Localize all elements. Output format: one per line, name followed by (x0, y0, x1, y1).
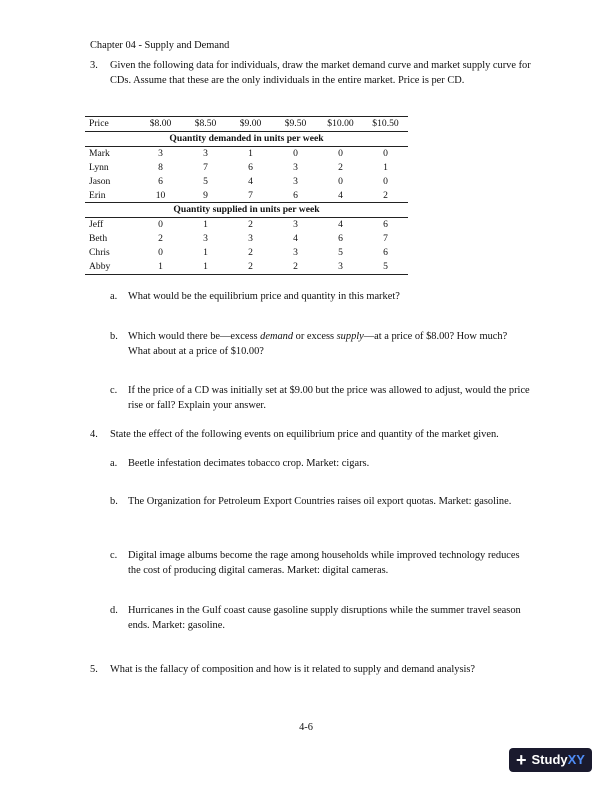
table-cell: 2 (273, 260, 318, 274)
row-name: Erin (89, 189, 106, 201)
table-cell: 6 (248, 161, 253, 173)
question-5-text: What is the fallacy of composition and how is it related to supply and demand analysis? (110, 664, 476, 675)
table-cell: 3 (293, 175, 298, 187)
table-cell: 2 (158, 233, 163, 245)
table-cell: 3 (203, 147, 208, 159)
table-cell: 5 (338, 247, 343, 259)
page-number: 4-6 (299, 722, 313, 733)
question-4c (110, 548, 530, 578)
question-3c (110, 383, 530, 413)
table-row (85, 189, 408, 203)
question-4a (110, 456, 530, 471)
question-4b (110, 494, 530, 509)
question-3b-text-part: Which would there be—excess (128, 331, 261, 342)
question-3 (90, 58, 535, 88)
table-cell: 2 (248, 219, 253, 231)
question-3c-text: If the price of a CD was initially set at $9.00 but the price was allowed to adjust, would the price rise or fall? Explain your answer. (128, 385, 530, 412)
table-cell: 3 (293, 219, 298, 231)
table-cell: 4 (338, 189, 343, 201)
table-cell: 2 (338, 161, 343, 173)
table-cell: 1 (138, 260, 183, 274)
table-cell: 0 (293, 147, 298, 159)
question-4d (110, 603, 530, 633)
table-cell: 3 (293, 247, 298, 259)
question-3a-label: a. (110, 291, 118, 302)
studyxy-badge[interactable] (509, 748, 592, 772)
table-cell: 1 (248, 147, 253, 159)
row-name: Jeff (89, 219, 104, 231)
table-cell: 0 (158, 219, 163, 231)
question-3a-text: What would be the equilibrium price and quantity in this market? (128, 291, 400, 302)
question-4-text: State the effect of the following events on equilibrium price and quantity of the market given. (110, 429, 499, 440)
question-5 (90, 662, 535, 677)
question-3c-label: c. (110, 385, 118, 396)
row-name: Lynn (89, 161, 109, 173)
demand-header: Quantity demanded in units per week (85, 131, 408, 146)
row-name: Chris (89, 247, 110, 259)
table-row (85, 232, 408, 246)
table-cell: 2 (248, 247, 253, 259)
question-4c-label: c. (110, 550, 118, 561)
table-cell: 6 (158, 175, 163, 187)
table-cell: 3 (293, 161, 298, 173)
table-cell: 0 (383, 147, 388, 159)
table-cell: 6 (338, 233, 343, 245)
question-3b (110, 329, 530, 359)
row-name: Mark (89, 147, 110, 159)
price-cell: $10.00 (318, 117, 363, 132)
table-cell: 7 (248, 189, 253, 201)
price-label: Price (85, 117, 138, 132)
question-3-number: 3. (90, 60, 98, 71)
table-cell: 3 (158, 147, 163, 159)
table-cell: 0 (338, 147, 343, 159)
row-name: Beth (89, 233, 108, 245)
supply-demand-table (85, 116, 408, 275)
price-cell: $9.00 (228, 117, 273, 132)
table-row (85, 146, 408, 160)
price-cell: $10.50 (363, 117, 408, 132)
supply-section-row (85, 203, 408, 218)
supply-word: supply (336, 331, 364, 342)
supply-header: Quantity supplied in units per week (85, 203, 408, 218)
table-cell: 4 (338, 219, 343, 231)
price-cell: $8.50 (183, 117, 228, 132)
table-cell: 1 (203, 247, 208, 259)
question-4b-text: The Organization for Petroleum Export Countries raises oil export quotas. Market: gasoline. (128, 496, 512, 507)
table-cell: 3 (203, 233, 208, 245)
question-3-text: Given the following data for individuals, draw the market demand curve and market supply curve for CDs. Assume that these are the only individuals in the entire market. Price is per CD. (110, 60, 531, 87)
table-cell: 5 (203, 175, 208, 187)
table-cell: 9 (203, 189, 208, 201)
table-row (85, 218, 408, 232)
table-row (85, 246, 408, 260)
table-cell: 6 (383, 219, 388, 231)
question-4a-label: a. (110, 458, 118, 469)
question-3a (110, 289, 530, 304)
table-cell: 7 (203, 161, 208, 173)
table-cell: 5 (363, 260, 408, 274)
table-cell: 7 (383, 233, 388, 245)
question-3b-text-part: —at a price of $8.00? How much? What about at a price of $10.00? (128, 331, 508, 358)
table-cell: 8 (158, 161, 163, 173)
table-cell: 1 (183, 260, 228, 274)
table-cell: 10 (155, 189, 166, 201)
table-cell: 6 (383, 247, 388, 259)
badge-study-text: Study (531, 751, 568, 767)
row-name: Abby (85, 260, 138, 274)
demand-section-row (85, 131, 408, 146)
badge-xy-text: XY (567, 751, 585, 767)
table-cell: 1 (203, 219, 208, 231)
demand-word: demand (260, 331, 294, 342)
question-3b-label: b. (110, 331, 118, 342)
table-cell: 2 (383, 189, 388, 201)
question-4d-text: Hurricanes in the Gulf coast cause gasoline supply disruptions while the summer travel season ends. Market: gasoline. (128, 605, 521, 632)
table-cell: 6 (293, 189, 298, 201)
question-3b-text (128, 329, 530, 359)
table-cell: 3 (248, 233, 253, 245)
price-row (85, 117, 408, 132)
table-cell: 4 (293, 233, 298, 245)
table-cell: 0 (338, 175, 343, 187)
row-name: Jason (89, 175, 111, 187)
table-row (85, 260, 408, 274)
table-cell: 2 (228, 260, 273, 274)
plus-icon: + (516, 750, 527, 770)
question-3b-text-part: or excess (293, 331, 337, 342)
table-cell: 0 (383, 175, 388, 187)
question-4a-text: Beetle infestation decimates tobacco crop. Market: cigars. (128, 458, 370, 469)
price-cell: $9.50 (273, 117, 318, 132)
question-4c-text: Digital image albums become the rage among households while improved technology reduces the cost of producing digital cameras. Market: digital cameras. (128, 550, 520, 577)
price-cell: $8.00 (138, 117, 183, 132)
chapter-header: Chapter 04 - Supply and Demand (90, 40, 230, 51)
table-cell: 1 (383, 161, 388, 173)
table-row (85, 161, 408, 175)
table-row (85, 175, 408, 189)
table-cell: 4 (248, 175, 253, 187)
question-5-number: 5. (90, 664, 98, 675)
table-cell: 0 (158, 247, 163, 259)
question-4-number: 4. (90, 429, 98, 440)
question-4d-label: d. (110, 605, 118, 616)
question-4 (90, 427, 535, 442)
table-cell: 3 (318, 260, 363, 274)
question-4b-label: b. (110, 496, 118, 507)
